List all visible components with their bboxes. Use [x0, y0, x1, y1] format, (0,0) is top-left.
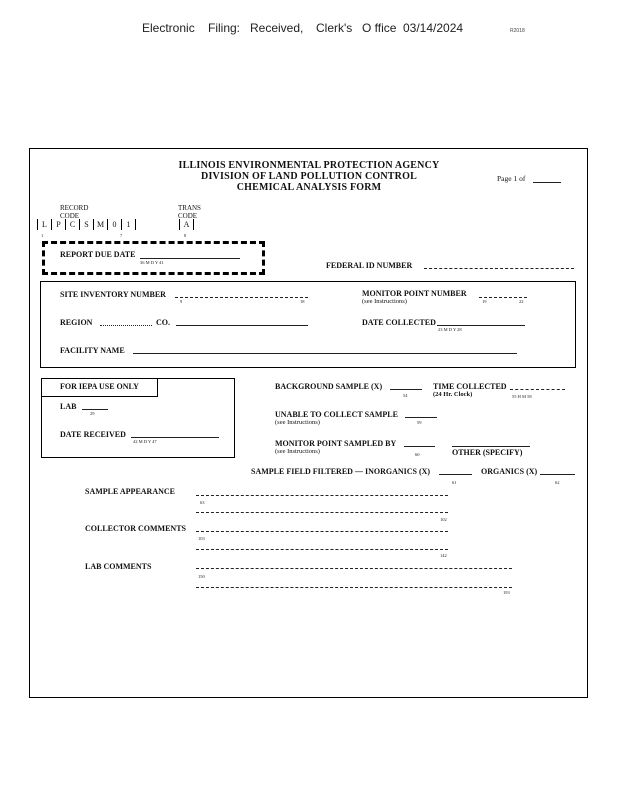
unable-collect-sub: (see Instructions): [275, 419, 320, 426]
federal-id-field[interactable]: [424, 268, 574, 269]
monitor-sampled-label: MONITOR POINT SAMPLED BY: [275, 439, 397, 448]
federal-id-label: FEDERAL ID NUMBER: [326, 261, 413, 270]
region-field[interactable]: [100, 325, 152, 326]
date-collected-field[interactable]: [437, 325, 525, 326]
field-filtered-label: SAMPLE FIELD FILTERED — INORGANICS (X): [251, 467, 431, 476]
organics-label: ORGANICS (X): [481, 467, 538, 476]
site-inventory-field[interactable]: [175, 297, 308, 298]
organics-num: 62: [555, 480, 560, 485]
form-title-form: CHEMICAL ANALYSIS FORM: [236, 182, 382, 193]
sample-appearance-line-2[interactable]: [196, 512, 448, 513]
record-code-cell: C: [65, 219, 79, 230]
time-collected-field[interactable]: [510, 389, 565, 390]
collector-comments-line-1[interactable]: [196, 531, 448, 532]
other-specify-label: OTHER (SPECIFY): [452, 448, 523, 457]
facility-name-label: FACILITY NAME: [60, 346, 125, 355]
record-label: RECORD: [60, 204, 89, 212]
background-sample-field[interactable]: [390, 389, 422, 390]
site-inventory-label: SITE INVENTORY NUMBER: [60, 290, 166, 299]
monitor-num-22: 22: [519, 299, 524, 304]
date-collected-nums: 23 M D Y 28: [438, 327, 462, 332]
date-received-field[interactable]: [131, 437, 219, 438]
background-num: 54: [403, 393, 408, 398]
trans-label: TRANS: [178, 204, 201, 212]
code-num-8: 8: [184, 233, 187, 238]
monitor-sampled-num: 60: [415, 452, 420, 457]
site-inv-num-18: 18: [300, 299, 305, 304]
monitor-point-sub: (see Instructions): [362, 298, 407, 305]
received-word: Received,: [250, 21, 304, 35]
filing-word: Filing:: [208, 21, 241, 35]
facility-name-field[interactable]: [133, 353, 517, 354]
record-code-cell: M: [93, 219, 107, 230]
iepa-header: FOR IEPA USE ONLY: [60, 382, 139, 391]
office-word: O ffice: [362, 21, 397, 35]
trans-code-cells: [179, 219, 194, 230]
unable-collect-label: UNABLE TO COLLECT SAMPLE: [275, 410, 398, 419]
county-label: CO.: [156, 318, 170, 327]
region-label: REGION: [60, 318, 93, 327]
unable-collect-field[interactable]: [405, 417, 437, 418]
page-label: Page 1 of: [497, 174, 526, 183]
report-due-label: REPORT DUE DATE: [60, 250, 136, 259]
trans-code-label: CODE: [178, 212, 198, 220]
record-code-cell: L: [37, 219, 51, 230]
trans-code-cell: A: [179, 219, 194, 230]
page-count-line[interactable]: [533, 182, 561, 183]
date-received-nums: 42 M D Y 47: [133, 439, 157, 444]
code-num-7: 7: [120, 233, 123, 238]
sample-appearance-label: SAMPLE APPEARANCE: [85, 487, 176, 496]
background-sample-label: BACKGROUND SAMPLE (X): [275, 382, 383, 391]
report-due-field[interactable]: [140, 258, 240, 259]
unable-num: 59: [417, 420, 422, 425]
time-collected-label: TIME COLLECTED: [433, 382, 507, 391]
record-code-cell: P: [51, 219, 65, 230]
time-collected-nums: 55 H M 58: [512, 394, 532, 399]
record-code-cell: 0: [107, 219, 121, 230]
date-received-label: DATE RECEIVED: [60, 430, 126, 439]
other-specify-field[interactable]: [452, 446, 530, 447]
sample-appearance-line-1[interactable]: [196, 495, 448, 496]
collector-comments-line-2[interactable]: [196, 549, 448, 550]
lab-num-end: 193: [503, 590, 510, 595]
iepa-lab-num: 29: [90, 411, 95, 416]
stamp-code: R2018: [510, 28, 525, 34]
organics-field[interactable]: [540, 474, 575, 475]
inorganics-field[interactable]: [439, 474, 472, 475]
collector-num-end: 142: [440, 553, 447, 558]
form-title-division: DIVISION OF LAND POLLUTION CONTROL: [201, 171, 417, 182]
monitor-point-field[interactable]: [479, 297, 527, 298]
lab-comments-line-2[interactable]: [196, 587, 512, 588]
iepa-lab-label: LAB: [60, 402, 77, 411]
inorganics-num: 61: [452, 480, 457, 485]
record-code-cell: 1: [121, 219, 136, 230]
clerks-word: Clerk's: [316, 21, 353, 35]
record-code-cells: [37, 219, 136, 230]
record-code-label: CODE: [60, 212, 80, 220]
collector-num-start: 103: [198, 536, 205, 541]
lab-comments-label: LAB COMMENTS: [85, 562, 152, 571]
monitor-sampled-sub: (see Instructions): [275, 448, 320, 455]
filing-date: 03/14/2024: [403, 21, 464, 35]
code-num-1: 1: [41, 233, 44, 238]
appearance-num-end: 102: [440, 517, 447, 522]
appearance-num-start: 63: [200, 500, 205, 505]
collector-comments-label: COLLECTOR COMMENTS: [85, 524, 186, 533]
time-collected-sub: (24 Hr. Clock): [433, 391, 473, 398]
lab-num-start: 150: [198, 574, 205, 579]
report-due-nums: 36 M D Y 41: [140, 260, 164, 265]
form-title-agency: ILLINOIS ENVIRONMENTAL PROTECTION AGENCY: [178, 160, 440, 171]
lab-comments-line-1[interactable]: [196, 568, 512, 569]
iepa-lab-field[interactable]: [82, 409, 108, 410]
monitor-num-19: 19: [482, 299, 487, 304]
monitor-point-label: MONITOR POINT NUMBER: [362, 289, 467, 298]
record-code-cell: S: [79, 219, 93, 230]
county-field[interactable]: [176, 325, 308, 326]
site-inv-num-9: 9: [180, 299, 183, 304]
efiling-word: Electronic: [142, 21, 195, 35]
monitor-sampled-field[interactable]: [404, 446, 435, 447]
date-collected-label: DATE COLLECTED: [362, 318, 436, 327]
